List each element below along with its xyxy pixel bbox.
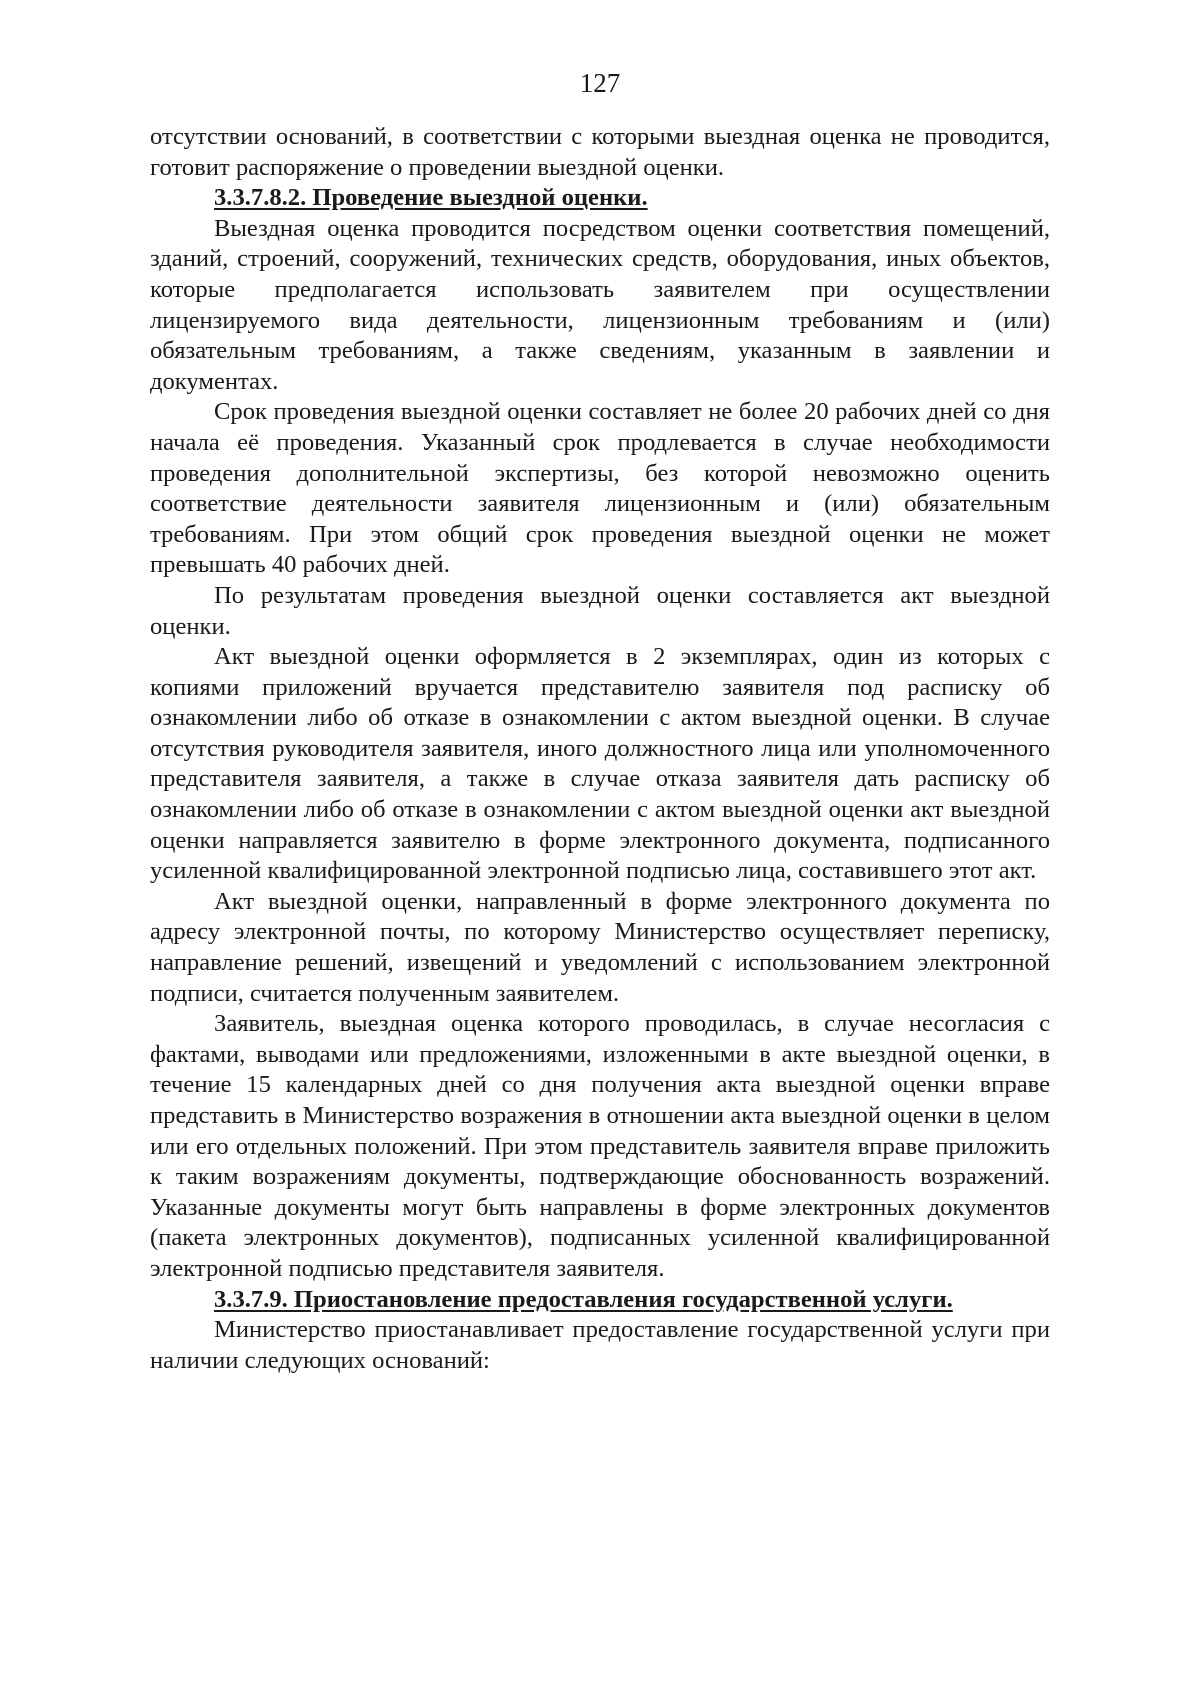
section-heading-3-3-7-9 — [150, 1285, 1050, 1316]
paragraph-assessment-act: По результатам проведения выездной оценки составляется акт выездной оценки. — [150, 581, 1050, 640]
paragraph-suspension-grounds: Министерство приостанавливает предоставление государственной услуги при наличии следующих оснований: — [150, 1316, 1050, 1374]
section-heading-text: 3.3.7.9. Приостановление предоставления государственной услуги. — [214, 1285, 953, 1313]
section-heading-3-3-7-8-2 — [150, 183, 1050, 214]
paragraph-objections: Заявитель, выездная оценка которого проводилась, в случае несогласия с фактами, выводами или предложениями, изложенными в акте выездной оценки, в течение 15 календарных дней со дня получения акта выездной оценки вправе представить в Министерство возражения в отношении акта выездной оценки в целом или его отдельных положений. При этом представитель заявителя вправе приложить к таким возражениям документы, подтверждающие обоснованность возражений. Указанные документы могут быть направлены в форме электронных документов (пакета электронных документов), подписанных усиленной квалифицированной электронной подписью представителя заявителя. — [150, 1010, 1050, 1282]
section-heading-text: 3.3.7.8.2. Проведение выездной оценки. — [214, 184, 648, 212]
page-number: 127 — [579, 68, 621, 98]
paragraph-continuation: отсутствии оснований, в соответствии с которыми выездная оценка не проводится, готовит распоряжение о проведении выездной оценки. — [150, 123, 1050, 181]
paragraph-assessment-term: Срок проведения выездной оценки составляет не более 20 рабочих дней со дня начала её проведения. Указанный срок продлевается в случае необходимости проведения дополнительной экспертизы, без которой невозможно оценить соответствие деятельности заявителя лицензионным и (или) обязательным требованиям. При этом общий срок проведения выездной оценки не может превышать 40 рабочих дней. — [150, 398, 1050, 579]
paragraph-act-electronic: Акт выездной оценки, направленный в форме электронного документа по адресу электронной почты, по которому Министерство осуществляет переписку, направление решений, извещений и уведомлений с использованием электронной подписи, считается полученным заявителем. — [150, 887, 1050, 1007]
document-body — [150, 122, 1050, 1376]
paragraph-onsite-assessment: Выездная оценка проводится посредством оценки соответствия помещений, зданий, строений, сооружений, технических средств, оборудования, иных объектов, которые предполагается использовать заявителем при осуществлении лицензируемого вида деятельности, лицензионным требованиям и (или) обязательным требованиям, а также сведениям, указанным в заявлении и документах. — [150, 214, 1050, 395]
paragraph-act-copies: Акт выездной оценки оформляется в 2 экземплярах, один из которых с копиями приложений вручается представителю заявителя под расписку об ознакомлении либо об отказе в ознакомлении с актом выездной оценки. В случае отсутствия руководителя заявителя, иного должностного лица или уполномоченного представителя заявителя, а также в случае отказа заявителя дать расписку об ознакомлении либо об отказе в ознакомлении с актом выездной оценки акт выездной оценки направляется заявителю в форме электронного документа, подписанного усиленной квалифицированной электронной подписью лица, составившего этот акт. — [150, 643, 1050, 885]
